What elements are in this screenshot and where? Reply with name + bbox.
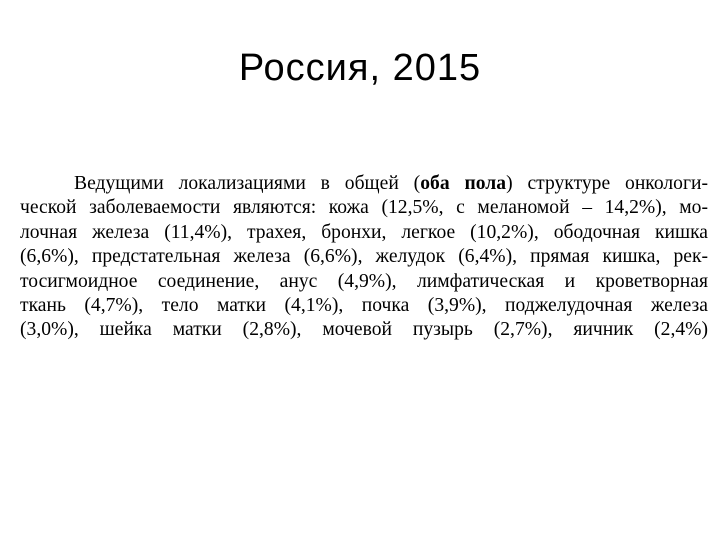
- slide-title: Россия, 2015: [238, 47, 482, 89]
- paragraph-line-7: (3,0%), шейка матки (2,8%), мочевой пузырь (2,7%), яичник (2,4%): [20, 319, 708, 341]
- line-1-text-before: Ведущими локализациями в общей (: [74, 173, 421, 194]
- line-1-text-after: ) структуре онкологи-: [506, 173, 708, 194]
- paragraph-line-5: тосигмоидное соединение, анус (4,9%), лимфатическая и кроветворная: [20, 270, 708, 292]
- paragraph-line-4: (6,6%), предстательная железа (6,6%), желудок (6,4%), прямая кишка, рек-: [20, 246, 708, 268]
- paragraph-line-1: [20, 172, 708, 196]
- paragraph-line-3: лочная железа (11,4%), трахея, бронхи, легкое (10,2%), ободочная кишка: [20, 221, 708, 243]
- bold-both-sexes: оба пола: [420, 173, 507, 194]
- body-paragraph: [20, 172, 708, 343]
- paragraph-line-6: ткань (4,7%), тело матки (4,1%), почка (3,9%), поджелудочная железа: [20, 295, 708, 317]
- paragraph-line-2: ческой заболеваемости являются: кожа (12,5%, с меланомой – 14,2%), мо-: [20, 197, 708, 219]
